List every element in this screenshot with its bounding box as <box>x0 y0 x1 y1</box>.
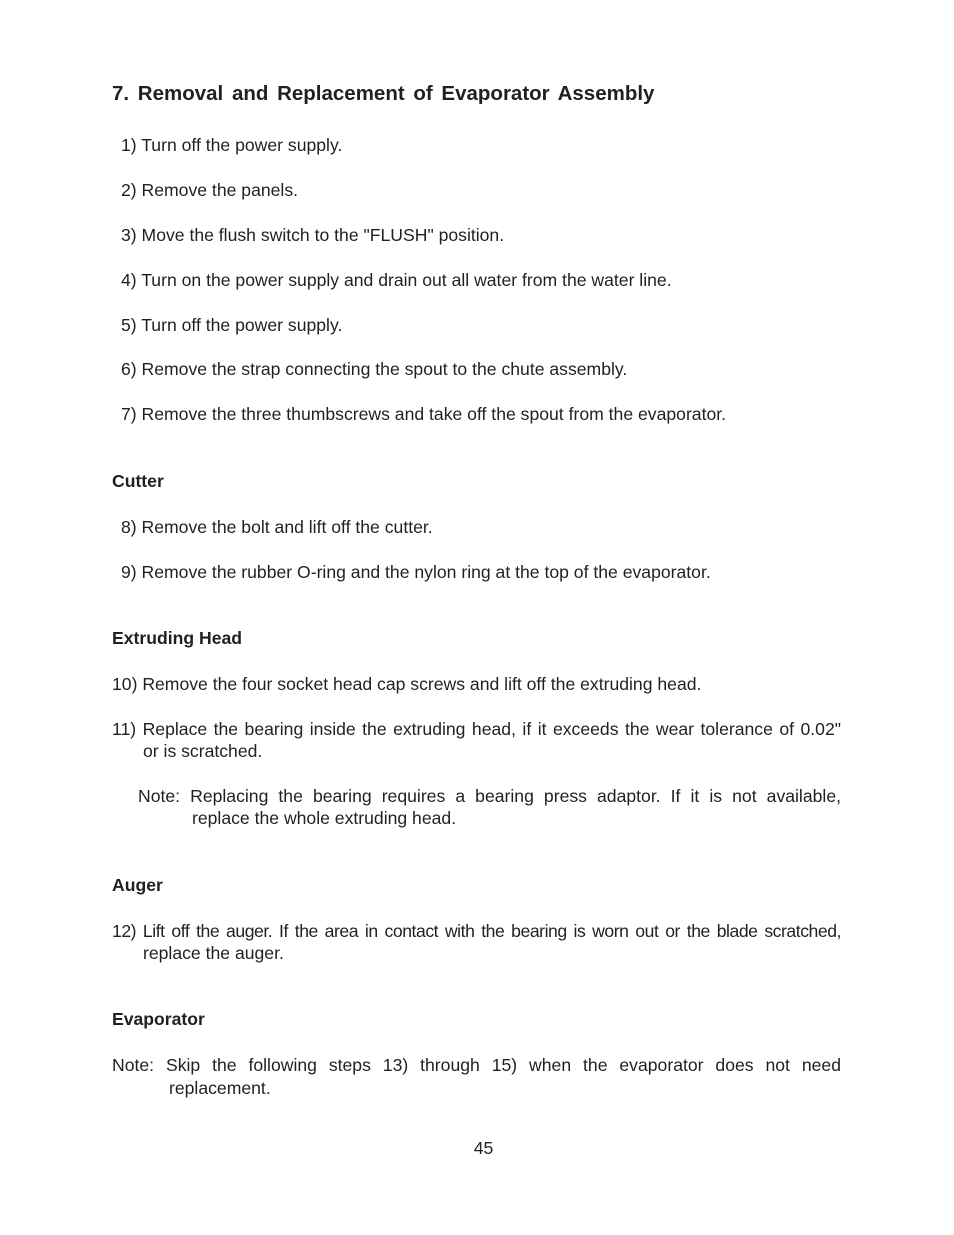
step-1: 1) Turn off the power supply. <box>121 135 343 155</box>
page-title: 7. Removal and Replacement of Evaporator Assembly <box>112 82 655 105</box>
step-7: 7) Remove the three thumbscrews and take off the spout from the evaporator. <box>121 404 727 424</box>
step-10: 10) Remove the four socket head cap screws and lift off the extruding head. <box>112 674 702 694</box>
step-4: 4) Turn on the power supply and drain out all water from the water line. <box>121 270 672 290</box>
step-2: 2) Remove the panels. <box>121 180 299 200</box>
step-5: 5) Turn off the power supply. <box>121 315 343 335</box>
auger-heading: Auger <box>112 875 163 895</box>
step-11-line-2: or is scratched. <box>143 741 263 761</box>
step-12-line-1: 12) Lift off the auger. If the area in contact with the bearing is worn out or the blade scratched, <box>112 921 841 941</box>
step-6: 6) Remove the strap connecting the spout to the chute assembly. <box>121 359 628 379</box>
extruding-head-heading: Extruding Head <box>112 628 243 648</box>
bearing-note-line-2: replace the whole extruding head. <box>192 808 457 828</box>
step-3: 3) Move the flush switch to the "FLUSH" position. <box>121 225 505 245</box>
step-11-line-1: 11) Replace the bearing inside the extruding head, if it exceeds the wear tolerance of 0.02" <box>112 719 841 739</box>
evaporator-note-line-1: Note: Skip the following steps 13) through 15) when the evaporator does not need <box>112 1055 841 1075</box>
step-9: 9) Remove the rubber O-ring and the nylon ring at the top of the evaporator. <box>121 562 711 582</box>
bearing-note-line-1: Note: Replacing the bearing requires a bearing press adaptor. If it is not available, <box>138 786 841 806</box>
cutter-heading: Cutter <box>112 471 164 491</box>
page-number: 45 <box>473 1138 494 1158</box>
evaporator-heading: Evaporator <box>112 1009 205 1029</box>
step-12-line-2: replace the auger. <box>143 943 284 963</box>
step-8: 8) Remove the bolt and lift off the cutter. <box>121 517 433 537</box>
evaporator-note-line-2: replacement. <box>169 1078 271 1098</box>
